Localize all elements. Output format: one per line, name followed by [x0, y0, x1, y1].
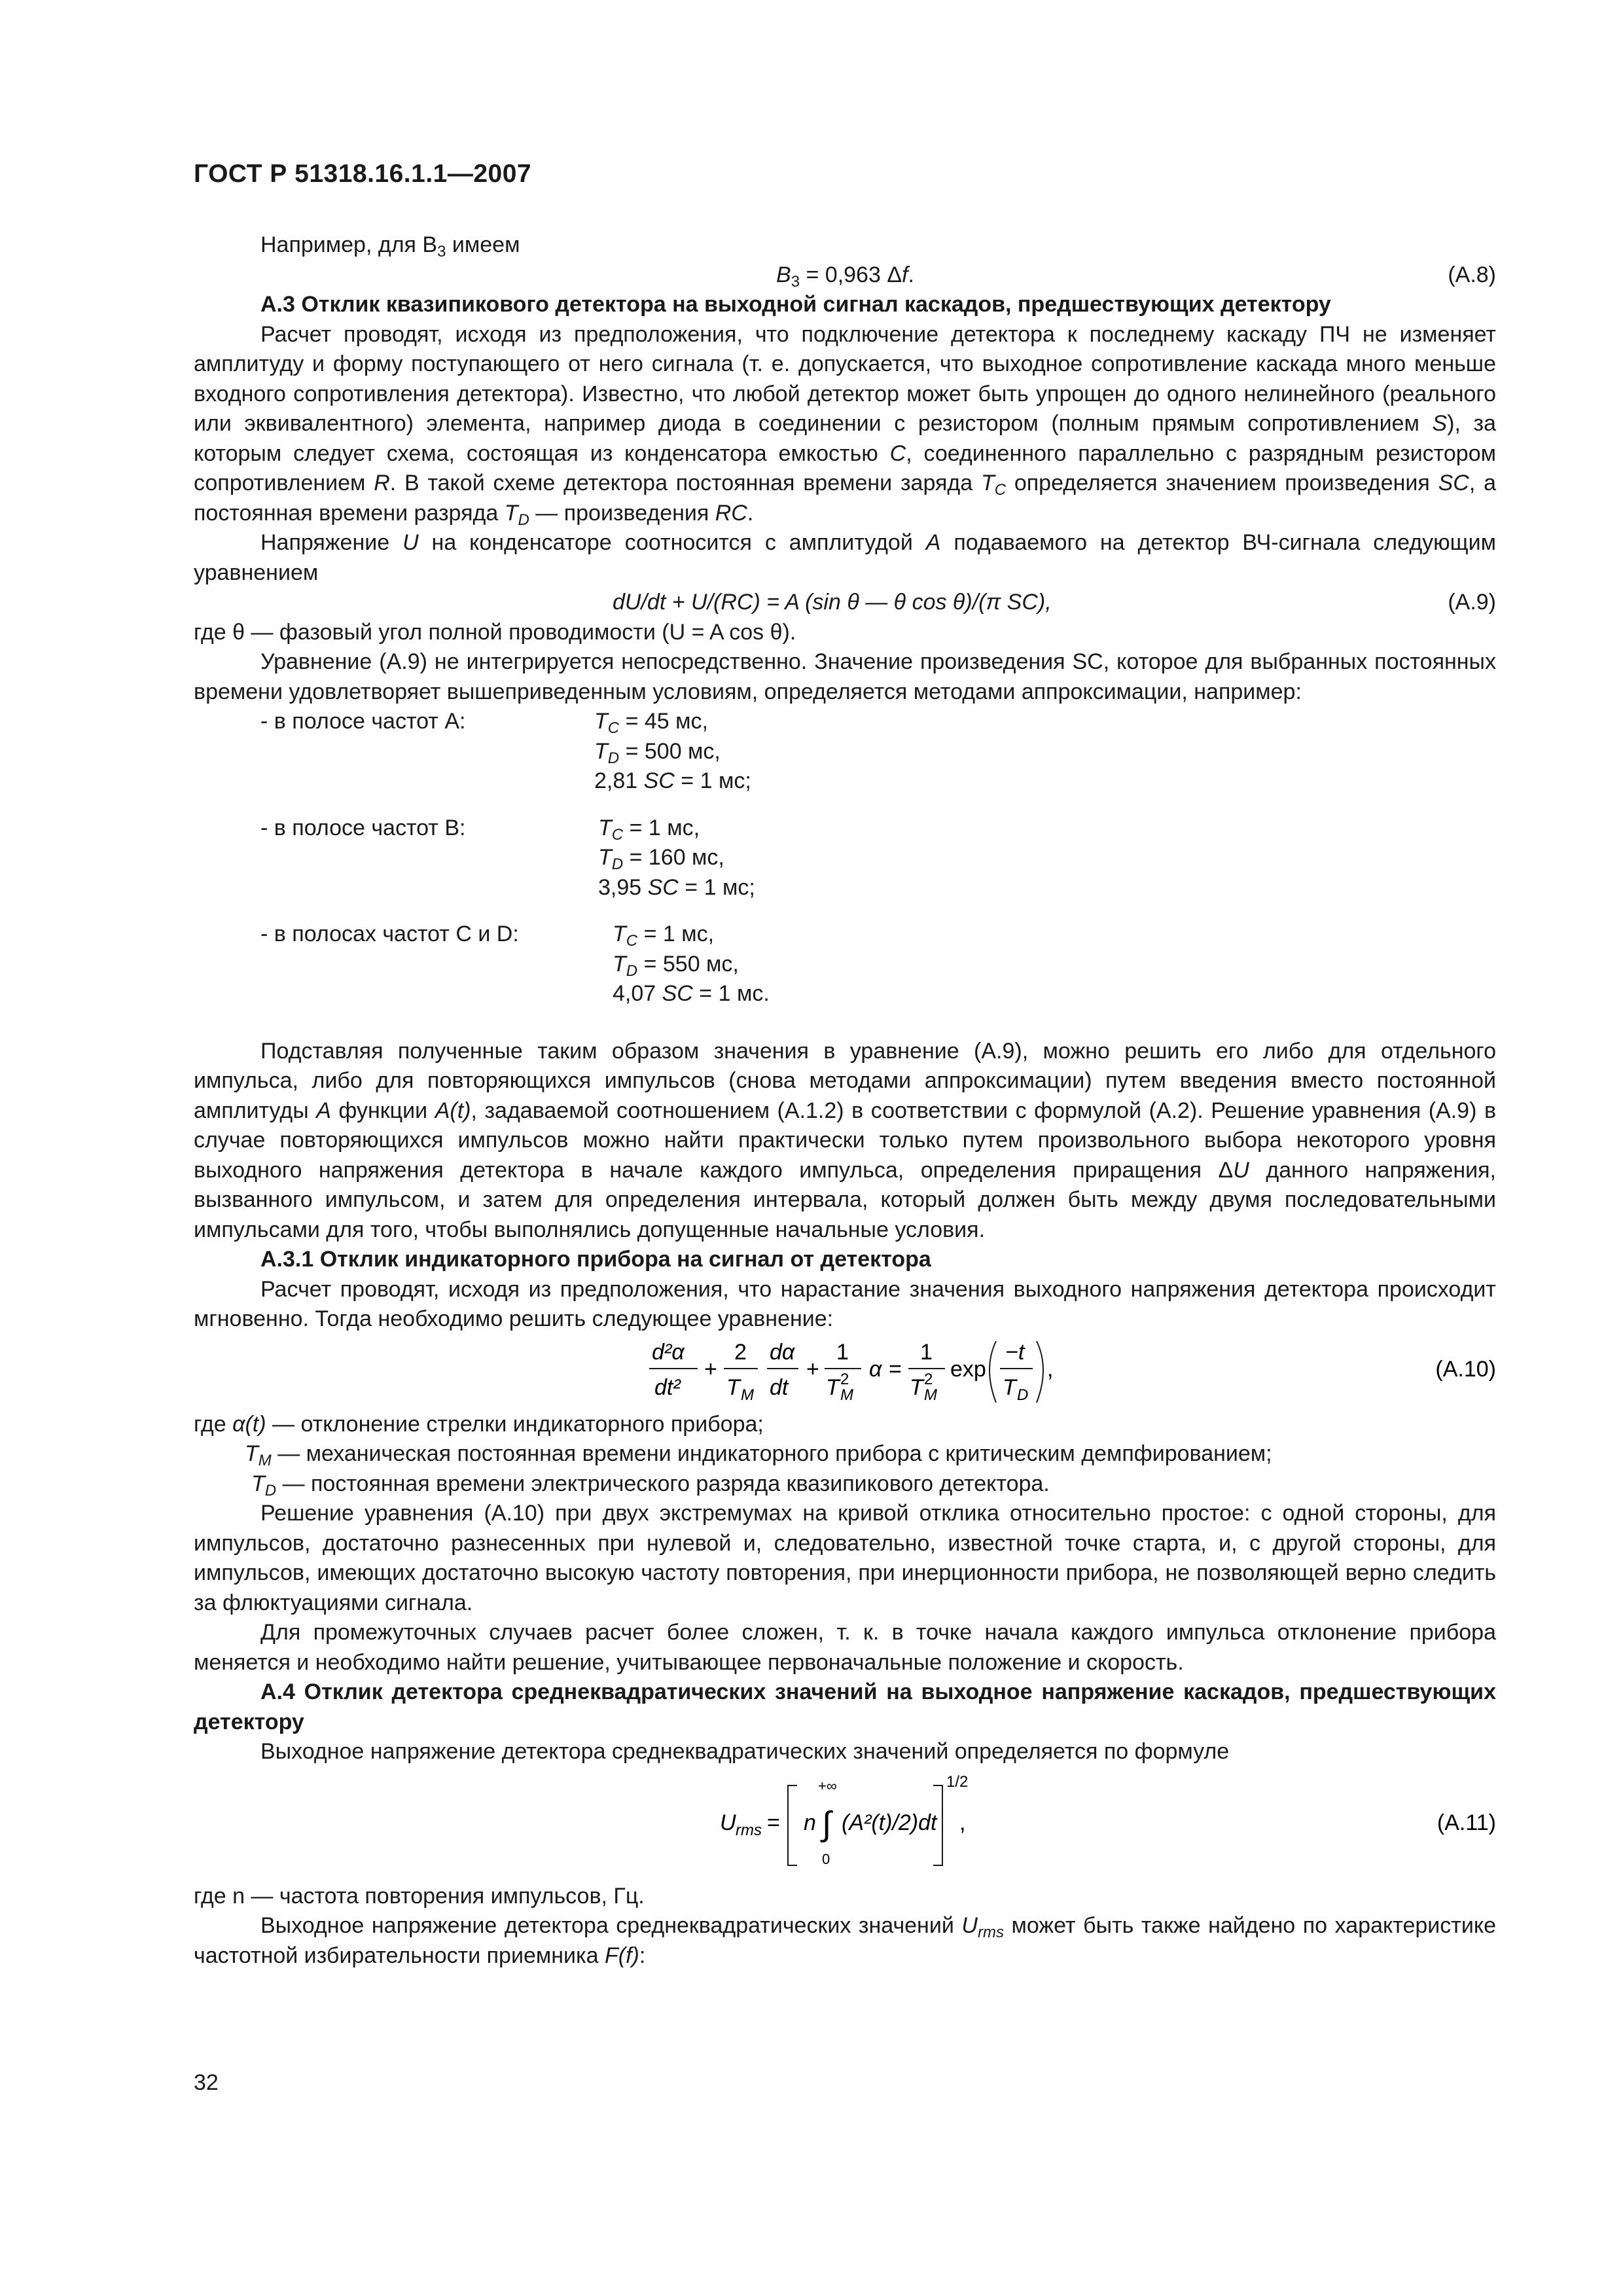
eq-a10-t5-den-sub: D — [1017, 1386, 1029, 1404]
equation-a9: dU/dt + U/(RC) = A (sin θ — θ cos θ)/(π SC), (A.9) — [194, 588, 1496, 618]
paragraph-a3-2: Напряжение U на конденсаторе соотносится с амплитудой A подаваемого на детектор ВЧ-сигнала следующим уравнением — [194, 530, 1496, 585]
band-item-b: - в полосе частот B: $T_C = 1$ мс, $T_D = 160$ мс, 3,95 SC = 1 мс; — [260, 815, 755, 900]
paragraph-a31-2: Решение уравнения (A.10) при двух экстремумах на кривой отклика относительно простое: с одной стороны, для импульсов, достаточно разнесенных при нулевой и, следовательно, известной точке старта, и, с другой стороны, для импульсов, имеющих достаточно высокую частоту повторения, при инерционности прибора, не позволяющей верно следить за флюктуациями сигнала. — [194, 1501, 1496, 1615]
where-item: где α(t) — отклонение стрелки индикаторного прибора; — [194, 1411, 764, 1437]
eq-a10-t2-den: T — [726, 1374, 740, 1400]
eq-a10-t4-den-sup: 2 — [924, 1370, 933, 1388]
equation-a11 — [194, 1767, 1496, 1882]
paragraph-example: Например, для $B_3$ имеем — [260, 232, 520, 260]
eq-a11-n: n — [804, 1810, 816, 1835]
eq-a10-plus-1: + — [704, 1356, 717, 1382]
document-body — [194, 230, 1496, 1971]
equation-a10-formula — [194, 1335, 1496, 1410]
eq-a11-lhs-sub: rms — [736, 1821, 762, 1839]
eq-a10-equals: = — [889, 1356, 902, 1382]
eq-a10-t5-num: −t — [1005, 1339, 1025, 1365]
eq-a10-t3-den: T — [826, 1374, 840, 1400]
page-number: 32 — [194, 2070, 219, 2095]
document-header: ГОСТ Р 51318.16.1.1—2007 — [194, 160, 532, 188]
where-item: $T_D$ — постоянная времени электрического разряда квазипикового детектора. — [251, 1471, 1050, 1499]
paragraph-a31-3: Для промежуточных случаев расчет более сложен, т. к. в точке начала каждого импульса отклонение прибора меняется и необходимо найти решение, учитывающее первоначальные положение и скорость. — [194, 1620, 1496, 1675]
eq-a10-comma: , — [1047, 1356, 1054, 1382]
section-heading-a31: A.3.1 Отклик индикаторного прибора на сигнал от детектора — [260, 1247, 931, 1272]
where-item: $T_M$ — механическая постоянная времени индикаторного прибора с критическим демпфированием; — [245, 1441, 1272, 1469]
equation-number: (A.10) — [1435, 1356, 1496, 1382]
eq-a11-lower: 0 — [822, 1850, 830, 1867]
eq-a10-t5-den: T — [1003, 1374, 1016, 1400]
eq-a10-right-paren — [1037, 1341, 1043, 1403]
band-item-a: - в полосе частот A: $T_C = 45$ мс, $T_D = 500$ мс, 2,81 SC = 1 мс; — [260, 709, 751, 793]
section-heading-a3: A.3 Отклик квазипикового детектора на выходной сигнал каскадов, предшествующих детектору — [260, 292, 1331, 317]
band-item-cd: - в полосах частот C и D: $T_C = 1$ мс, $T_D = 550$ мс, 4,07 SC = 1 мс. — [260, 922, 770, 1006]
paragraph-a3-1: Расчет проводят, исходя из предположения, что подключение детектора к последнему каскаду ПЧ не изменяет амплитуду и форму поступающего от него сигнала (т. е. допускается, что выходное сопротивление каскада много меньше входного сопротивления детектора). Известно, что любой детектор может быть упрощен до одного нелинейного (реального или эквивалентного) элемента, например диода в соединении с резистором (полным прямым сопротивлением S), за которым следует схема, состоящая из конденсатора емкостью C, соединенного параллельно с разрядным резистором сопротивлением R. В такой схеме детектора постоянная времени заряда $T_C$ определяется значением произведения SC, а постоянная времени разряда $T_D$ — произведения RC. — [194, 321, 1497, 529]
equation-number: (A.9) — [1448, 590, 1496, 615]
eq-a11-integrand: (A²(t)/2)dt — [842, 1810, 937, 1835]
eq-a10-t4-den: T — [910, 1374, 923, 1400]
paragraph-where-theta: где θ — фазовый угол полной проводимости (U = A cos θ). — [194, 619, 796, 645]
paragraph-a31-1: Расчет проводят, исходя из предположения, что нарастание значения выходного напряжения детектора происходит мгновенно. Тогда необходимо решить следующее уравнение: — [194, 1276, 1496, 1331]
section-heading-a4: A.4 Отклик детектора среднеквадратических значений на выходное напряжение каскадов, предшествующих детектору — [194, 1679, 1496, 1734]
eq-a10-exp: exp — [950, 1356, 986, 1382]
eq-a10-t2-den-sub: M — [741, 1386, 754, 1404]
equation-a8: $B_3 = 0,963$ Δf. (A.8) — [194, 260, 1496, 291]
equation-number: (A.8) — [1448, 262, 1496, 287]
eq-a10-left-paren — [990, 1341, 996, 1403]
eq-a10-t4-den-sub: M — [924, 1386, 937, 1404]
eq-a10-t2b-den: dt — [770, 1374, 789, 1400]
eq-a10-t4-num: 1 — [920, 1339, 933, 1365]
equation-a11-formula — [194, 1767, 1496, 1882]
eq-a11-comma: , — [959, 1810, 966, 1835]
eq-a10-t1-num: d²α — [652, 1339, 685, 1365]
eq-a11-power: 1/2 — [946, 1772, 969, 1791]
eq-a10-t2b-num: dα — [770, 1339, 795, 1365]
eq-a10-plus-2: + — [806, 1356, 819, 1382]
eq-a10-t3-den-sup: 2 — [840, 1370, 849, 1388]
paragraph-a3-3: Уравнение (A.9) не интегрируется непосредственно. Значение произведения SC, которое для выбранных постоянных времени удовлетворяет вышеприведенным условиям, определяется методами аппроксимации, например: — [194, 649, 1496, 704]
eq-a10-t3-num: 1 — [836, 1339, 849, 1365]
eq-a11-left-bracket — [788, 1785, 797, 1865]
eq-a11-lhs: U — [720, 1810, 736, 1835]
where-list-a10 — [194, 1410, 1496, 1499]
equation-number: (A.11) — [1436, 1810, 1496, 1835]
frequency-bands-list — [194, 707, 1496, 1037]
eq-a10-alpha: α — [869, 1356, 882, 1382]
paragraph-a4-2: Выходное напряжение детектора среднеквадратических значений $U_{rms}$ может быть также найдено по характеристике частотной избирательности приемника F(f): — [194, 1913, 1496, 1968]
eq-a11-integral: ∫ — [822, 1804, 832, 1843]
eq-a10-t1-den: dt² — [654, 1374, 681, 1400]
eq-a11-equals: = — [767, 1810, 780, 1835]
eq-a10-t3-den-sub: M — [840, 1386, 853, 1404]
eq-a10-t2-num: 2 — [734, 1339, 747, 1365]
paragraph-a3-4: Подставляя полученные таким образом значения в уравнение (A.9), можно решить его либо для отдельного импульса, либо для повторяющихся импульсов (снова методами аппроксимации) путем введения вместо постоянной амплитуды A функции A(t), задаваемой соотношением (A.1.2) в соответствии с формулой (A.2). Решение уравнения (A.9) в случае повторяющихся импульсов можно найти практически только путем произвольного выбора некоторого уровня выходного напряжения детектора в начале каждого импульса, определения приращения ΔU данного напряжения, вызванного импульсом, и затем для определения интервала, который должен быть между двумя последовательными импульсами для того, чтобы выполнялись допущенные начальные условия. — [194, 1038, 1497, 1242]
equation-a10 — [194, 1335, 1496, 1410]
eq-a11-upper: +∞ — [818, 1777, 837, 1794]
paragraph-where-n: где n — частота повторения импульсов, Гц. — [194, 1883, 645, 1909]
paragraph-a4-1: Выходное напряжение детектора среднеквадратических значений определяется по формуле — [260, 1739, 1230, 1764]
